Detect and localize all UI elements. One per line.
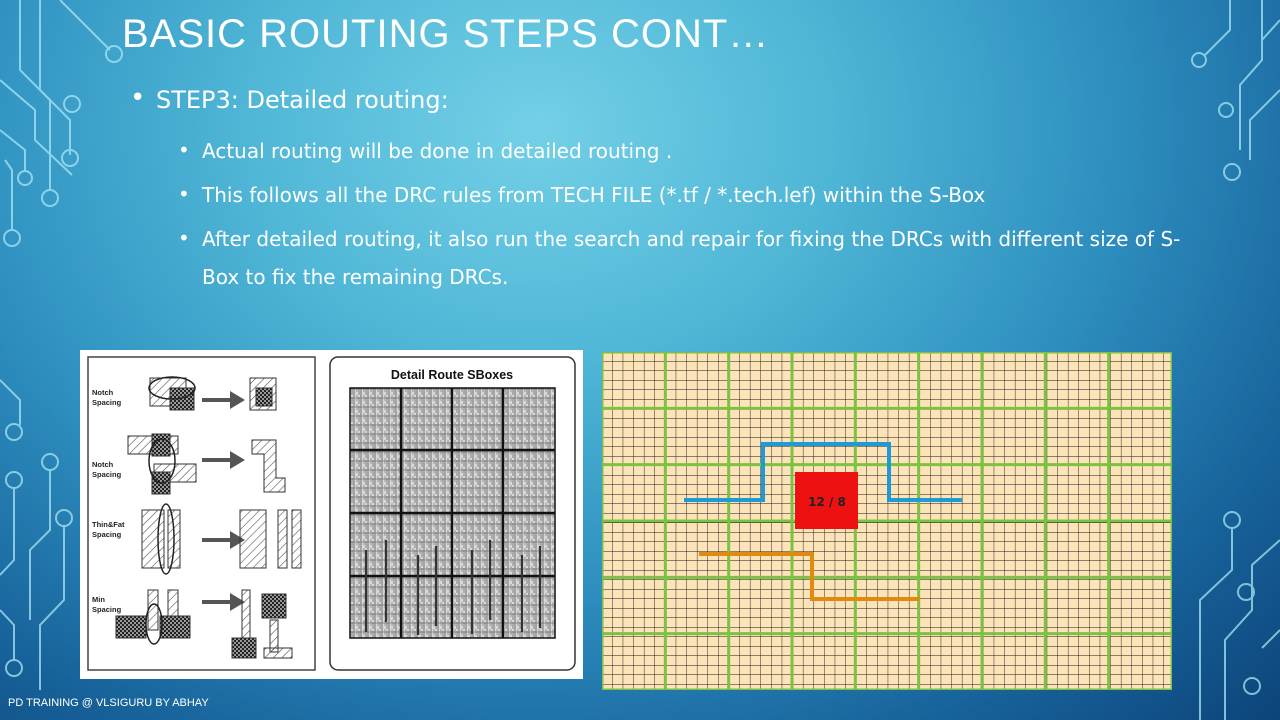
rule-label-1b: Spacing xyxy=(92,398,122,407)
sub-bullet-3: • After detailed routing, it also run the search and repair for fixing the DRCs with different size of S-Box to fix the remaining DRCs. xyxy=(178,220,1190,296)
routing-grid-illustration xyxy=(602,352,1172,690)
slide-title: BASIC ROUTING STEPS CONT… xyxy=(122,12,770,56)
rule-label-1a: Notch xyxy=(92,388,114,397)
rule-label-2b: Spacing xyxy=(92,470,122,479)
slide-footer: PD TRAINING @ VLSIGURU BY ABHAY xyxy=(8,697,209,709)
drc-rules-illustration xyxy=(80,350,583,679)
sbox-title: Detail Route SBoxes xyxy=(390,368,514,382)
rule-label-4b: Spacing xyxy=(92,605,122,614)
main-bullet: • STEP3: Detailed routing: xyxy=(130,86,1190,114)
rule-label-3a: Thin&Fat xyxy=(92,520,125,529)
sub-bullet-2: • This follows all the DRC rules from TECH FILE (*.tf / *.tech.lef) within the S-Box xyxy=(178,176,1190,214)
drc-rules-figure xyxy=(80,350,583,679)
bullet-list xyxy=(130,86,1190,302)
rule-label-4a: Min xyxy=(92,595,105,604)
rule-label-2a: Notch xyxy=(92,460,114,469)
violation-label: 12 / 8 xyxy=(808,495,846,509)
rule-label-3b: Spacing xyxy=(92,530,122,539)
routing-grid-figure xyxy=(602,352,1172,690)
sub-bullet-1: • Actual routing will be done in detailed routing . xyxy=(178,132,1190,170)
